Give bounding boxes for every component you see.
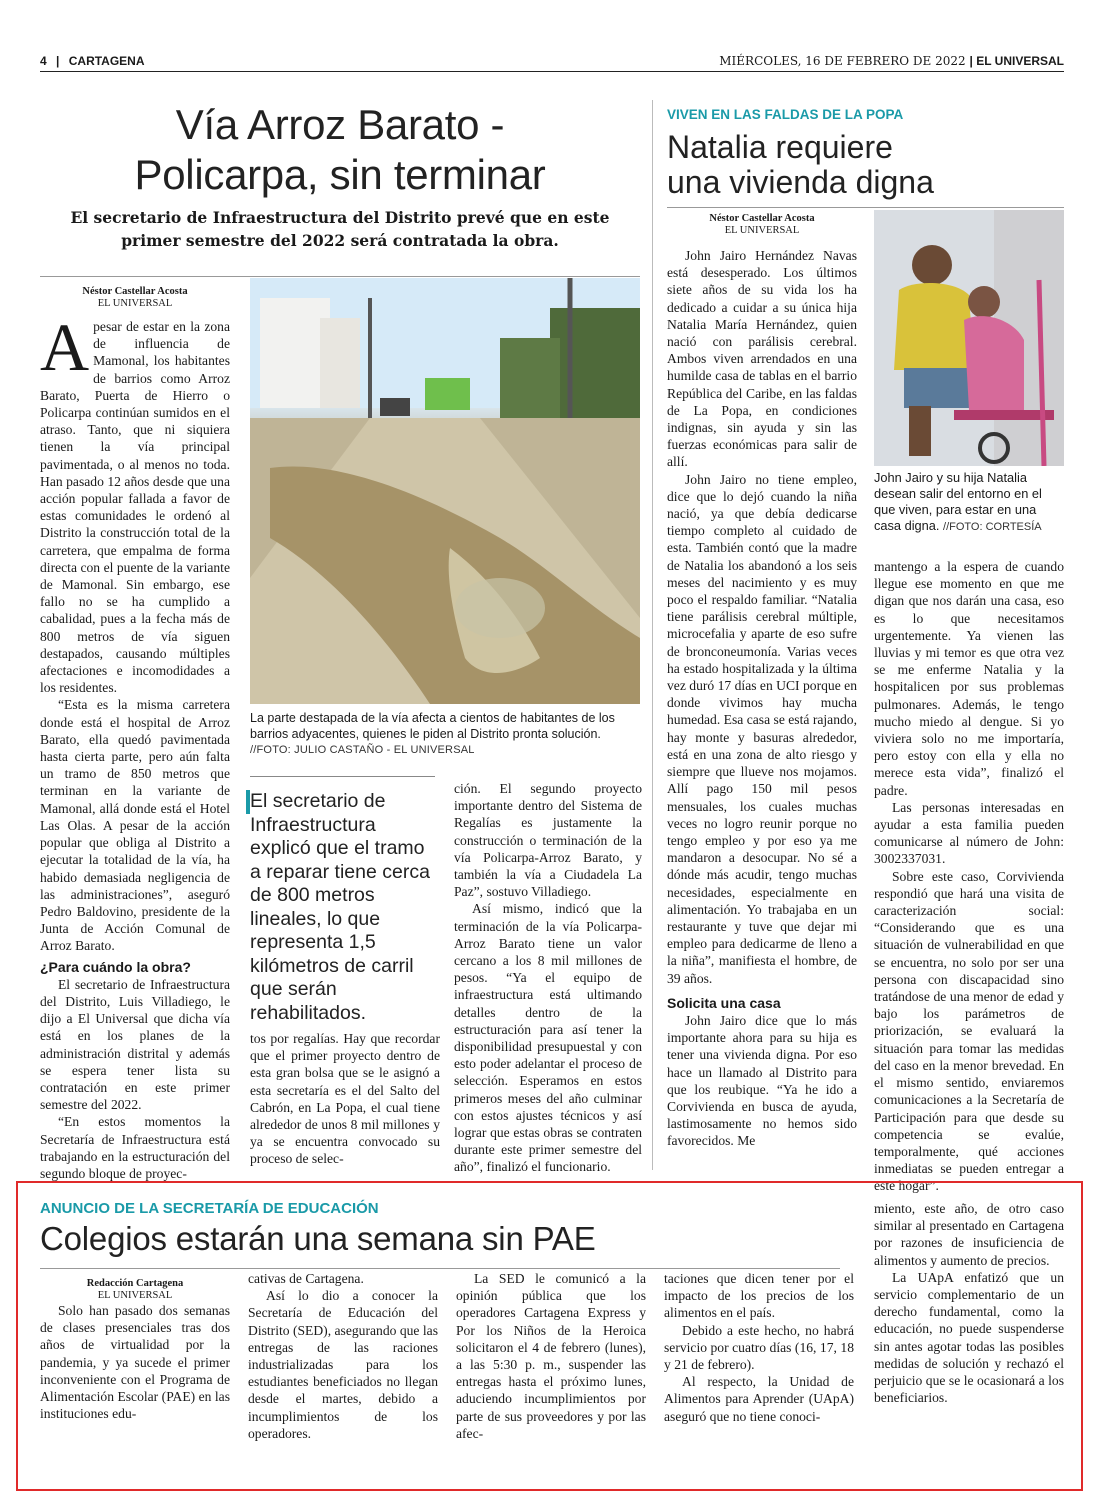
article-column-rule <box>652 100 653 1170</box>
article1-subhead: ¿Para cuándo la obra? <box>40 958 191 975</box>
article3-divider <box>40 1268 840 1269</box>
article2-subhead: Solicita una casa <box>667 994 781 1011</box>
family-photo-credit: //FOTO: CORTESÍA <box>943 521 1042 533</box>
article3-kicker: ANUNCIO DE LA SECRETARÍA DE EDUCACIÓN <box>40 1200 379 1217</box>
article2-headline: Natalia requiere una vivienda digna <box>667 129 934 200</box>
article3-column-1: Solo han pasado dos semanas de clases presenciales tras dos años de virtualidad por la pandemia, y ya sucede el primer inconveniente con el Programa de Alimentación Escolar (PAE) en las instituciones edu- <box>40 1303 230 1422</box>
article2-column-2: mantengo a la espera de cuando llegue ese momento en que me digan que nos darán una casa, eso es lo que necesitamos urgentemente. Ya vienen las lluvias y mi temor es que otra vez se me enferme Natalia y la hospitalicen por sus problemas pulmonares. Además, le tengo mucho miedo al dengue. Si yo viviera solo no me importaría, pero estoy con ella y ella no merece esta vida”, finalizó el padre. Las personas interesadas en ayudar a esta familia pueden comunicarse al número de John: 3002337031. Sobre este caso, Corvivienda respondió que hará una visita de caracterización social: “Considerando que es una situación de vulnerabilidad en que se encuentra, no solo por ser una persona con discapacidad sino tratándose de una menor de edad y bajo los parámetros de priorización, se evaluará la situación para tomar las medidas del caso en la menor brevedad. En el mismo sentido, enviaremos comunicaciones a la Secretaría de Participación para que desde su competencia se evalúe, temporalmente, qué acciones inmediatas se pueden entregar a este hogar”. <box>874 559 1064 1194</box>
page-header: 4 | CARTAGENA MIÉRCOLES, 16 DE FEBRERO DE 2022 | EL UNIVERSAL <box>40 54 1064 68</box>
article2-divider <box>667 207 1064 208</box>
article-arroz-barato <box>40 100 640 252</box>
article1-divider <box>40 276 640 277</box>
article3-column-2: cativas de Cartagena. Así lo dio a conocer la Secretaría de Educación del Distrito (SED), asegurando que las entregas de las raciones industrializadas para los estudiantes beneficiados no llegan desde el martes, debido a incumplimientos de los operadores. <box>248 1271 438 1441</box>
family-photo-illustration <box>874 210 1064 466</box>
article1-subtitle: El secretario de Infraestructura del Distrito prevé que en este primer semestre del 2022 será contratada la obra. <box>70 208 610 250</box>
article3-column-5: miento, este año, de otro caso similar al presentado en Cartagena por razones de insuficiencia de alimentos y aumento de precios. La UApA enfatizó que un servicio complementario de un derecho fundamental, como la educación, no puede suspenderse sin antes agotar todas las posibles medidas de solución y rechazó el perjuicio que se le ocasionará a los beneficiarios. <box>874 1201 1064 1406</box>
article2-byline: Néstor Castellar Acosta EL UNIVERSAL <box>709 213 815 236</box>
article1-byline: Néstor Castellar Acosta EL UNIVERSAL <box>82 286 188 309</box>
article1-column-2: tos por regalías. Hay que recordar que el primer proyecto dentro de esta gran bolsa que se le asignó a esta secretaría es el del Salto del Cabrón, en La Popa, el cual tiene alrededor de unos 8 mil millones y ya se encuentra convocado su proceso de selec- <box>250 1031 440 1167</box>
road-photo <box>250 278 640 704</box>
article3-column-4: taciones que dicen tener por el impacto de los precios de los alimentos en el país. Debido a este hecho, no habrá servicio por cuatro días (16, 17, 18 y 21 de febrero). Al respecto, la Unidad de Alimentos para Aprender (UApA) aseguró que no tiene conoci- <box>664 1271 854 1424</box>
article1-column-3: ción. El segundo proyecto importante dentro del Sistema de Regalías es justamente la construcción o terminación de la vía Policarpa-Arroz Barato, y también la vía a Ciudadela La Paz”, sostuvo Villadiego. Así mismo, indicó que la terminación de la vía Policarpa-Arroz Barato tiene un valor cercano a los 8 mil millones de pesos. “Ya el equipo de infraestructura está ultimando detalles dentro de la estructuración para así tener la disponibilidad presupuestal y con esto poder adelantar el proceso de selección. Esperamos en estos primeros meses del año culminar con estos ajustes técnicos y así lograr que estas obras se contraten durante este primer semestre del año”, finalizó el funcionario. <box>454 781 642 1175</box>
article3-byline: Redacción Cartagena EL UNIVERSAL <box>86 1278 184 1301</box>
family-photo <box>874 210 1064 466</box>
article3-headline: Colegios estarán una semana sin PAE <box>40 1220 596 1257</box>
header-rule <box>40 71 1064 72</box>
article2-kicker: VIVEN EN LAS FALDAS DE LA POPA <box>667 107 904 122</box>
article2-column-1: John Jairo Hernández Navas está desesperado. Los últimos siete años de su vida los ha dedicado a cuidar a su única hija Natalia María Hernández, quien nació con parálisis cerebral. Ambos viven arrendados en una humilde casa de tablas en el barrio República del Caribe, en las faldas de La Popa, en condiciones indignas, sin ayuda y sin las fuerzas económicas para salir de allí. John Jairo no tiene empleo, dice que lo dejó cuando la niña nació, ya que debía dedicarse tiempo completo al cuidado de esta. También contó que la madre de Natalia los abandonó a los seis meses del nacimiento y es muy poco el respaldo familiar. “Natalia tiene parálisis cerebral múltiple, microcefalia y aparte de eso sufre de bronconeumonía. Varias veces ha estado hospitalizada y la última vez duró 17 días en UCI porque en donde vivimos hay mucha humedad. Esa casa se está rajando, hay monte y basuras alrededor, está en una zona de alto riesgo y siempre que llueve nos mojamos. Allí pago 150 mil pesos mensuales, los cuales muchas veces no logro reunir porque no tengo empleo y por eso ya me mandaron a desocupar. No sé a dónde más acudir, tengo muchas necesidades, especialmente en alimentación. Yo trabajaba en un restaurante y tuve que dejar mi empleo para dedicarme de lleno a la niña”, manifiesta el hombre, de 39 años. Solicita una casa John Jairo dice que lo más importante ahora para su hija es tener una vivienda digna. Por eso hace un llamado al Distrito para que los reubique. “Ya he ido a Corvivienda en busca de ayuda, lastimosamente no hemos sido favorecidos. Me <box>667 248 857 1149</box>
family-photo-caption: John Jairo y su hija Natalia desean salir del entorno en el que viven, para estar en una casa digna. //FOTO: CORTESÍA <box>874 470 1042 533</box>
article3-column-3: La SED le comunicó a la opinión pública que los operadores Cartagena Express y Por los Niños de la Heroica solicitaron el 4 de febrero (lunes), a las 5:30 p. m., suspender las entregas hasta el próximo lunes, aduciendo incumplimientos por parte de sus proveedores y por las afec- <box>456 1271 646 1441</box>
drop-cap: A <box>40 309 90 385</box>
road-photo-credit: //FOTO: JULIO CASTAÑO - EL UNIVERSAL <box>250 744 475 756</box>
caption-divider <box>250 776 435 777</box>
page-number: 4 <box>40 54 47 68</box>
issue-date: MIÉRCOLES, 16 DE FEBRERO DE 2022 <box>719 54 966 68</box>
pull-quote-accent-bar <box>246 790 250 814</box>
article1-headline: Vía Arroz Barato - Policarpa, sin terminar <box>134 101 546 198</box>
pull-quote: El secretario de Infraestructura explicó que el tramo a reparar tiene cerca de 800 metros lineales, lo que representa 1,5 kilómetros de carril que serán rehabilitados. <box>250 790 440 1025</box>
road-photo-illustration <box>250 278 640 704</box>
paper-name: EL UNIVERSAL <box>976 54 1064 68</box>
section-name: CARTAGENA <box>68 54 145 68</box>
road-photo-caption: La parte destapada de la vía afecta a cientos de habitantes de los barrios adyacentes, quienes le piden al Distrito pronta solución. //FOTO: JULIO CASTAÑO - EL UNIVERSAL <box>250 710 642 758</box>
article1-column-1: Apesar de estar en la zona de influencia de Mamonal, los habitantes de barrios como Arroz Barato, Puerta de Hierro o Policarpa continúan sumidos en el atraso. Tanto, que ni siquiera tienen la vía principal pavimentada, o al menos no toda. Han pasado 12 años desde que una acción popular fallada a favor de estas comunidades le ordenó al Distrito la construcción total de la carretera, que empalma de forma directa con el puente de la variante de Mamonal. Sin embargo, ese fallo no se ha cumplido a cabalidad, pues a la fecha más de 800 metros de vía siguen destapados, causando múltiples afectaciones e incomodidades a los residentes. “Esta es la misma carretera donde está el hospital de Arroz Barato, ella quedó pavimentada hasta cierta parte, pero aún falta un tramo de 850 metros que terminan en la variante de Mamonal, allá donde está el Hotel Las Olas. A pesar de la acción popular que obliga al Distrito a ejecutar la totalidad de la vía, ha habido demasiada negligencia de las administraciones”, aseguró Pedro Baldovino, presidente de la Junta de Acción Comunal de Arroz Barato. ¿Para cuándo la obra? El secretario de Infraestructura del Distrito, Luis Villadiego, le dijo a El Universal que dicha vía está en los planes de la administración distrital y además se espera tener lista su contratación en este primer semestre del 2022. “En estos momentos la Secretaría de Infraestructura está trabajando en la estructuración del segundo bloque de proyec- <box>40 309 230 1181</box>
